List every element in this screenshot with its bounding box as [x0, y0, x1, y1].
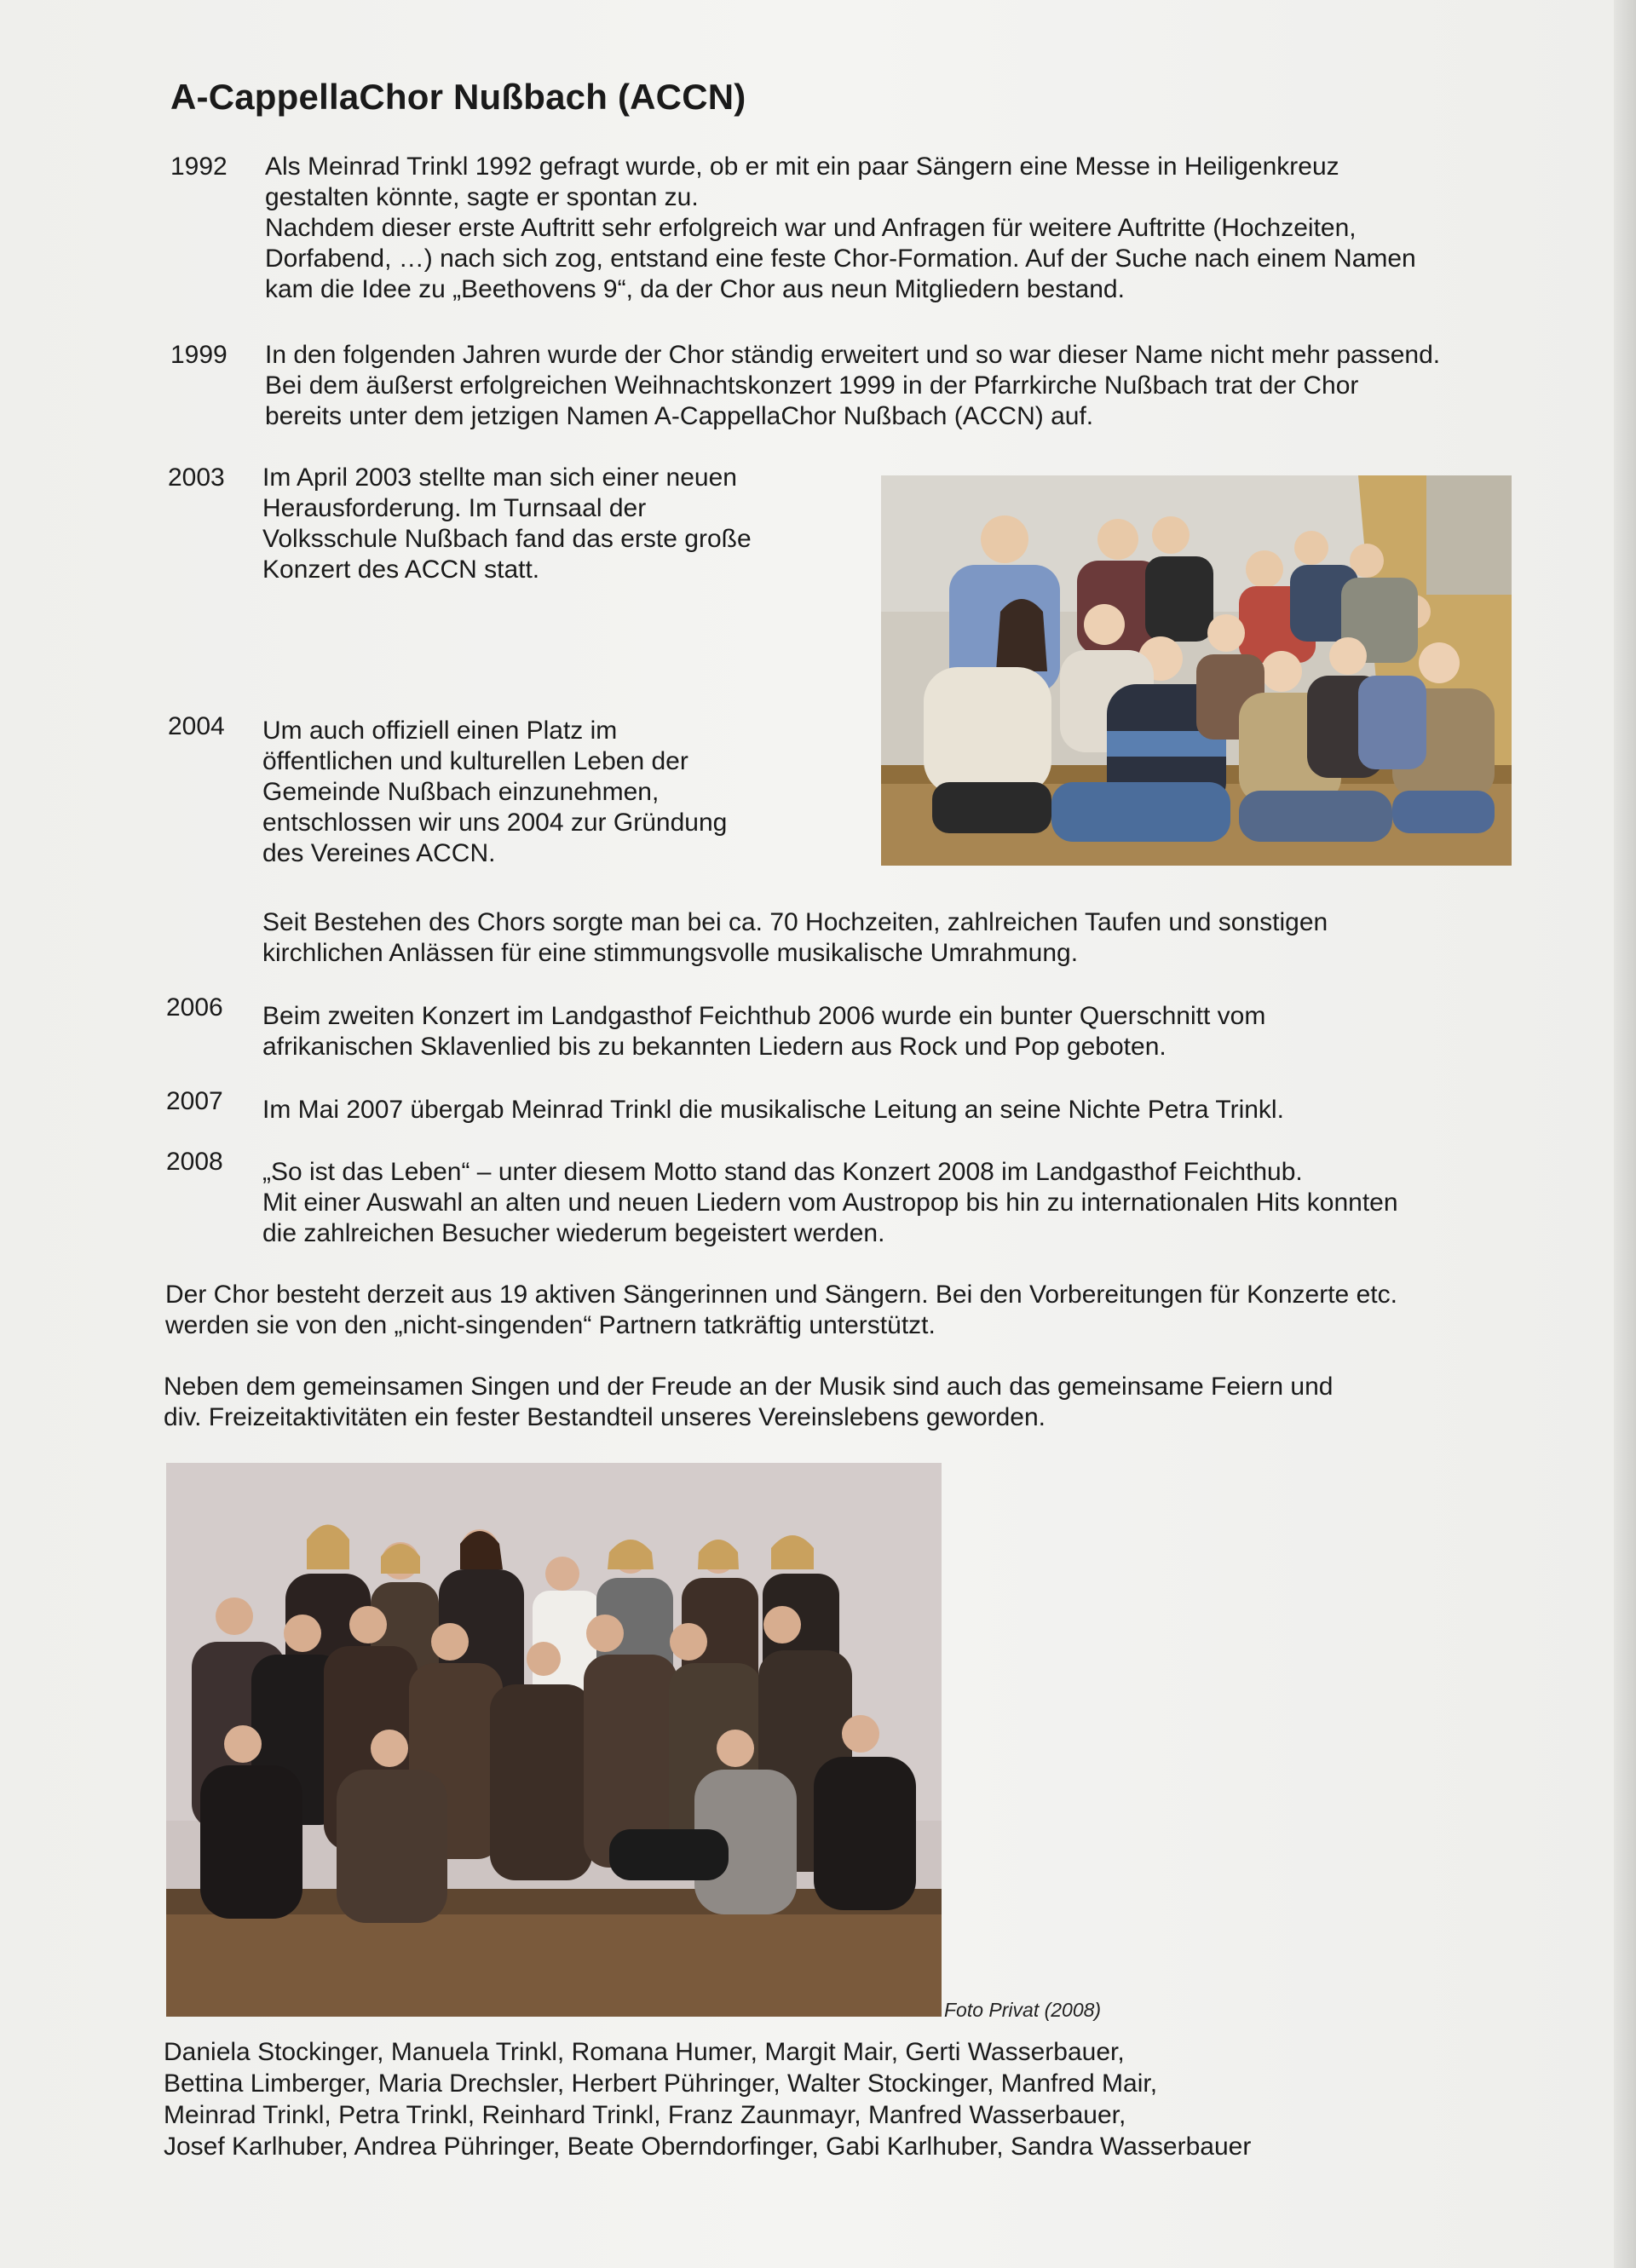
text-line: öffentlichen und kulturellen Leben der — [262, 747, 688, 775]
entry-2008-text — [262, 1157, 1398, 1249]
entry-2004-text — [262, 716, 727, 869]
year-1999: 1999 — [170, 341, 228, 369]
text-line: Seit Bestehen des Chors sorgte man bei ca. 70 Hochzeiten, zahlreichen Taufen und sonstigen — [262, 908, 1328, 936]
paragraph-members — [165, 1280, 1397, 1341]
text-line: Beim zweiten Konzert im Landgasthof Feichthub 2006 wurde ein bunter Querschnitt vom — [262, 1002, 1266, 1030]
text-line: Neben dem gemeinsamen Singen und der Freude an der Musik sind auch das gemeinsame Feiern und — [164, 1373, 1334, 1401]
names-line: Bettina Limberger, Maria Drechsler, Herbert Pühringer, Walter Stockinger, Manfred Mair, — [164, 2069, 1158, 2098]
text-line: Gemeinde Nußbach einzunehmen, — [262, 778, 660, 806]
text-line: div. Freizeitaktivitäten ein fester Bestandteil unseres Vereinslebens geworden. — [164, 1403, 1046, 1431]
text-line: Als Meinrad Trinkl 1992 gefragt wurde, ob er mit ein paar Sängern eine Messe in Heiligenkreuz — [265, 153, 1339, 181]
text-line: kam die Idee zu „Beethovens 9“, da der Chor aus neun Mitgliedern bestand. — [265, 275, 1125, 303]
year-2004: 2004 — [168, 712, 225, 740]
entry-1992-text — [265, 152, 1416, 305]
text-line: die zahlreichen Besucher wiederum begeistert werden. — [262, 1219, 885, 1247]
text-line: Im Mai 2007 übergab Meinrad Trinkl die musikalische Leitung an seine Nichte Petra Trinkl. — [262, 1096, 1284, 1124]
names-line: Josef Karlhuber, Andrea Pühringer, Beate Oberndorfinger, Gabi Karlhuber, Sandra Wasserbauer — [164, 2133, 1252, 2161]
page-title: A-CappellaChor Nußbach (ACCN) — [170, 77, 746, 117]
text-line: Herausforderung. Im Turnsaal der — [262, 494, 647, 522]
year-2003: 2003 — [168, 463, 225, 492]
entry-weddings-text — [262, 907, 1328, 969]
paper-edge-shadow — [1614, 0, 1636, 2268]
text-line: Um auch offiziell einen Platz im — [262, 717, 618, 745]
text-line: Dorfabend, …) nach sich zog, entstand eine feste Chor-Formation. Auf der Suche nach einem Namen — [265, 245, 1416, 273]
year-2006: 2006 — [166, 993, 223, 1022]
entry-1999-text — [265, 340, 1440, 432]
group-photo-2008 — [166, 1463, 942, 2017]
year-2008: 2008 — [166, 1148, 223, 1176]
entry-2003-text — [262, 463, 752, 585]
text-line: Nachdem dieser erste Auftritt sehr erfolgreich war und Anfragen für weitere Auftritte (Hochzeiten, — [265, 214, 1357, 242]
names-line: Daniela Stockinger, Manuela Trinkl, Romana Humer, Margit Mair, Gerti Wasserbauer, — [164, 2038, 1125, 2066]
entry-2006-text — [262, 1001, 1265, 1062]
year-1992: 1992 — [170, 153, 228, 181]
text-line: entschlossen wir uns 2004 zur Gründung — [262, 809, 728, 837]
member-names — [164, 2036, 1251, 2162]
entry-2007-text — [262, 1095, 1284, 1125]
text-line: afrikanischen Sklavenlied bis zu bekannten Liedern aus Rock und Pop geboten. — [262, 1033, 1167, 1061]
text-line: Volksschule Nußbach fand das erste große — [262, 525, 752, 553]
text-line: Im April 2003 stellte man sich einer neuen — [262, 463, 737, 492]
text-line: Mit einer Auswahl an alten und neuen Liedern vom Austropop bis hin zu internationalen Hits konnten — [262, 1189, 1398, 1217]
text-line: des Vereines ACCN. — [262, 839, 496, 867]
text-line: werden sie von den „nicht-singenden“ Partnern tatkräftig unterstützt. — [165, 1311, 936, 1339]
text-line: In den folgenden Jahren wurde der Chor ständig erweitert und so war dieser Name nicht mehr passend. — [265, 341, 1441, 369]
text-line: kirchlichen Anlässen für eine stimmungsvolle musikalische Umrahmung. — [262, 939, 1079, 967]
group-photo-2003 — [881, 475, 1512, 866]
text-line: bereits unter dem jetzigen Namen A-CappellaChor Nußbach (ACCN) auf. — [265, 402, 1094, 430]
text-line: gestalten könnte, sagte er spontan zu. — [265, 183, 699, 211]
year-2007: 2007 — [166, 1087, 223, 1115]
text-line: „So ist das Leben“ – unter diesem Motto stand das Konzert 2008 im Landgasthof Feichthub. — [262, 1158, 1303, 1186]
text-line: Der Chor besteht derzeit aus 19 aktiven Sängerinnen und Sängern. Bei den Vorbereitungen für Konzerte etc. — [165, 1281, 1397, 1309]
paragraph-activities — [164, 1372, 1333, 1433]
names-line: Meinrad Trinkl, Petra Trinkl, Reinhard Trinkl, Franz Zaunmayr, Manfred Wasserbauer, — [164, 2101, 1126, 2129]
text-line: Bei dem äußerst erfolgreichen Weihnachtskonzert 1999 in der Pfarrkirche Nußbach trat der Chor — [265, 371, 1359, 400]
photo-caption: Foto Privat (2008) — [944, 1999, 1102, 2021]
text-line: Konzert des ACCN statt. — [262, 555, 540, 584]
